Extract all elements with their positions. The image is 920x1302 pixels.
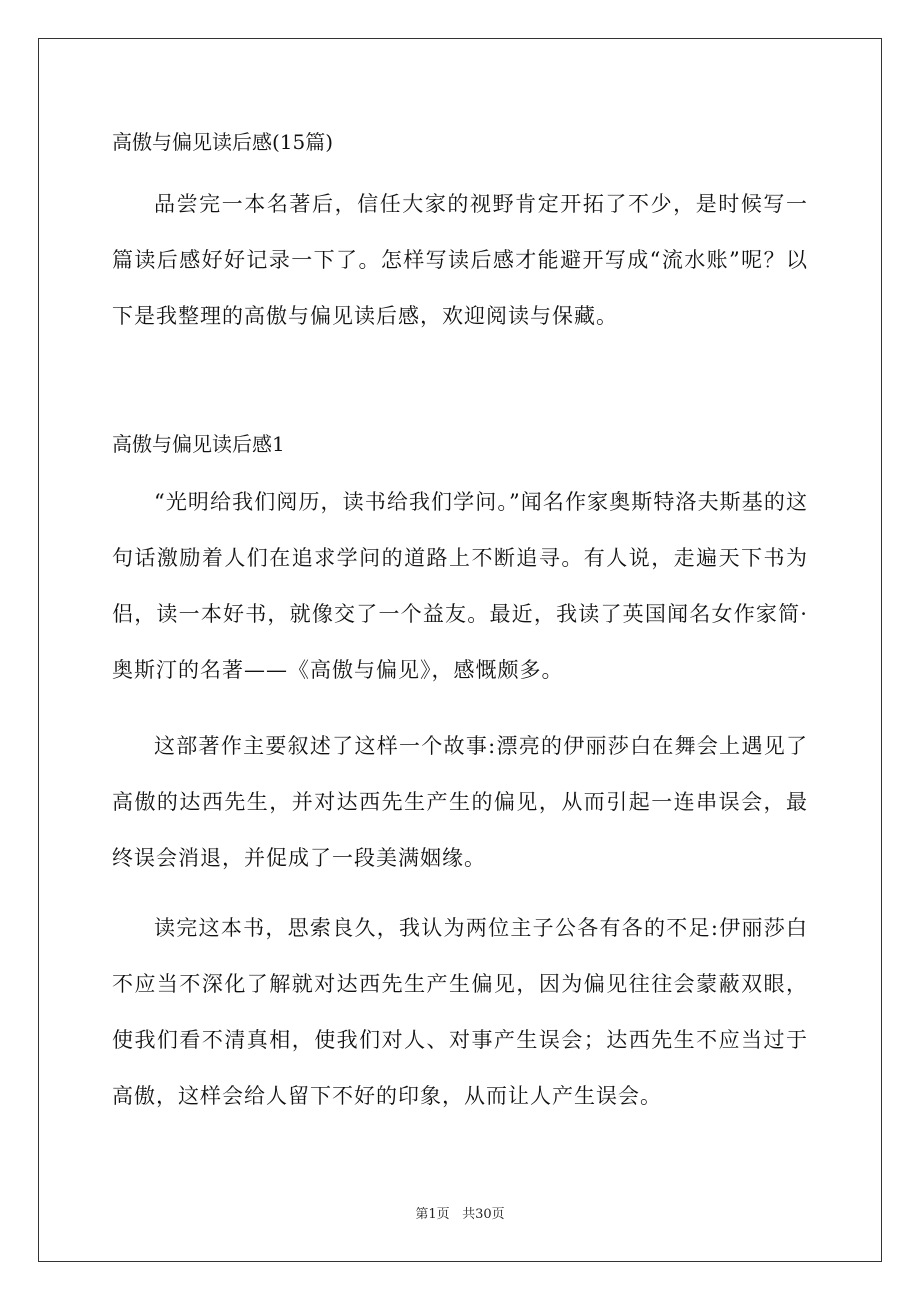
body-paragraph-1: “光明给我们阅历，读书给我们学问。”闻名作家奥斯特洛夫斯基的这句话激励着人们在追求学问的道路上不断追寻。有人说，走遍天下书为侣，读一本好书，就像交了一个益友。最近，我读了英国闻名女作家简·奥斯汀的名著——《高傲与偏见》，感慨颇多。 bbox=[112, 490, 808, 682]
page-footer bbox=[0, 1206, 920, 1224]
intro-paragraph: 品尝完一本名著后，信任大家的视野肯定开拓了不少，是时候写一篇读后感好好记录一下了。怎样写读后感才能避开写成“流水账”呢？以下是我整理的高傲与偏见读后感，欢迎阅读与保藏。 bbox=[112, 192, 808, 328]
document-title: 高傲与偏见读后感(15篇) bbox=[112, 130, 334, 154]
body-paragraph-3: 读完这本书，思索良久，我认为两位主子公各有各的不足:伊丽莎白不应当不深化了解就对达西先生产生偏见，因为偏见往往会蒙蔽双眼，使我们看不清真相，使我们对人、对事产生误会；达西先生不应当过于高傲，这样会给人留下不好的印象，从而让人产生误会。 bbox=[112, 916, 808, 1108]
page-total: 共30页 bbox=[462, 1207, 505, 1222]
body-paragraph-2: 这部著作主要叙述了这样一个故事:漂亮的伊丽莎白在舞会上遇见了高傲的达西先生，并对达西先生产生的偏见，从而引起一连串误会，最终误会消退，并促成了一段美满姻缘。 bbox=[112, 734, 808, 870]
page-number: 第1页 bbox=[415, 1207, 450, 1222]
section-heading: 高傲与偏见读后感1 bbox=[112, 432, 285, 456]
